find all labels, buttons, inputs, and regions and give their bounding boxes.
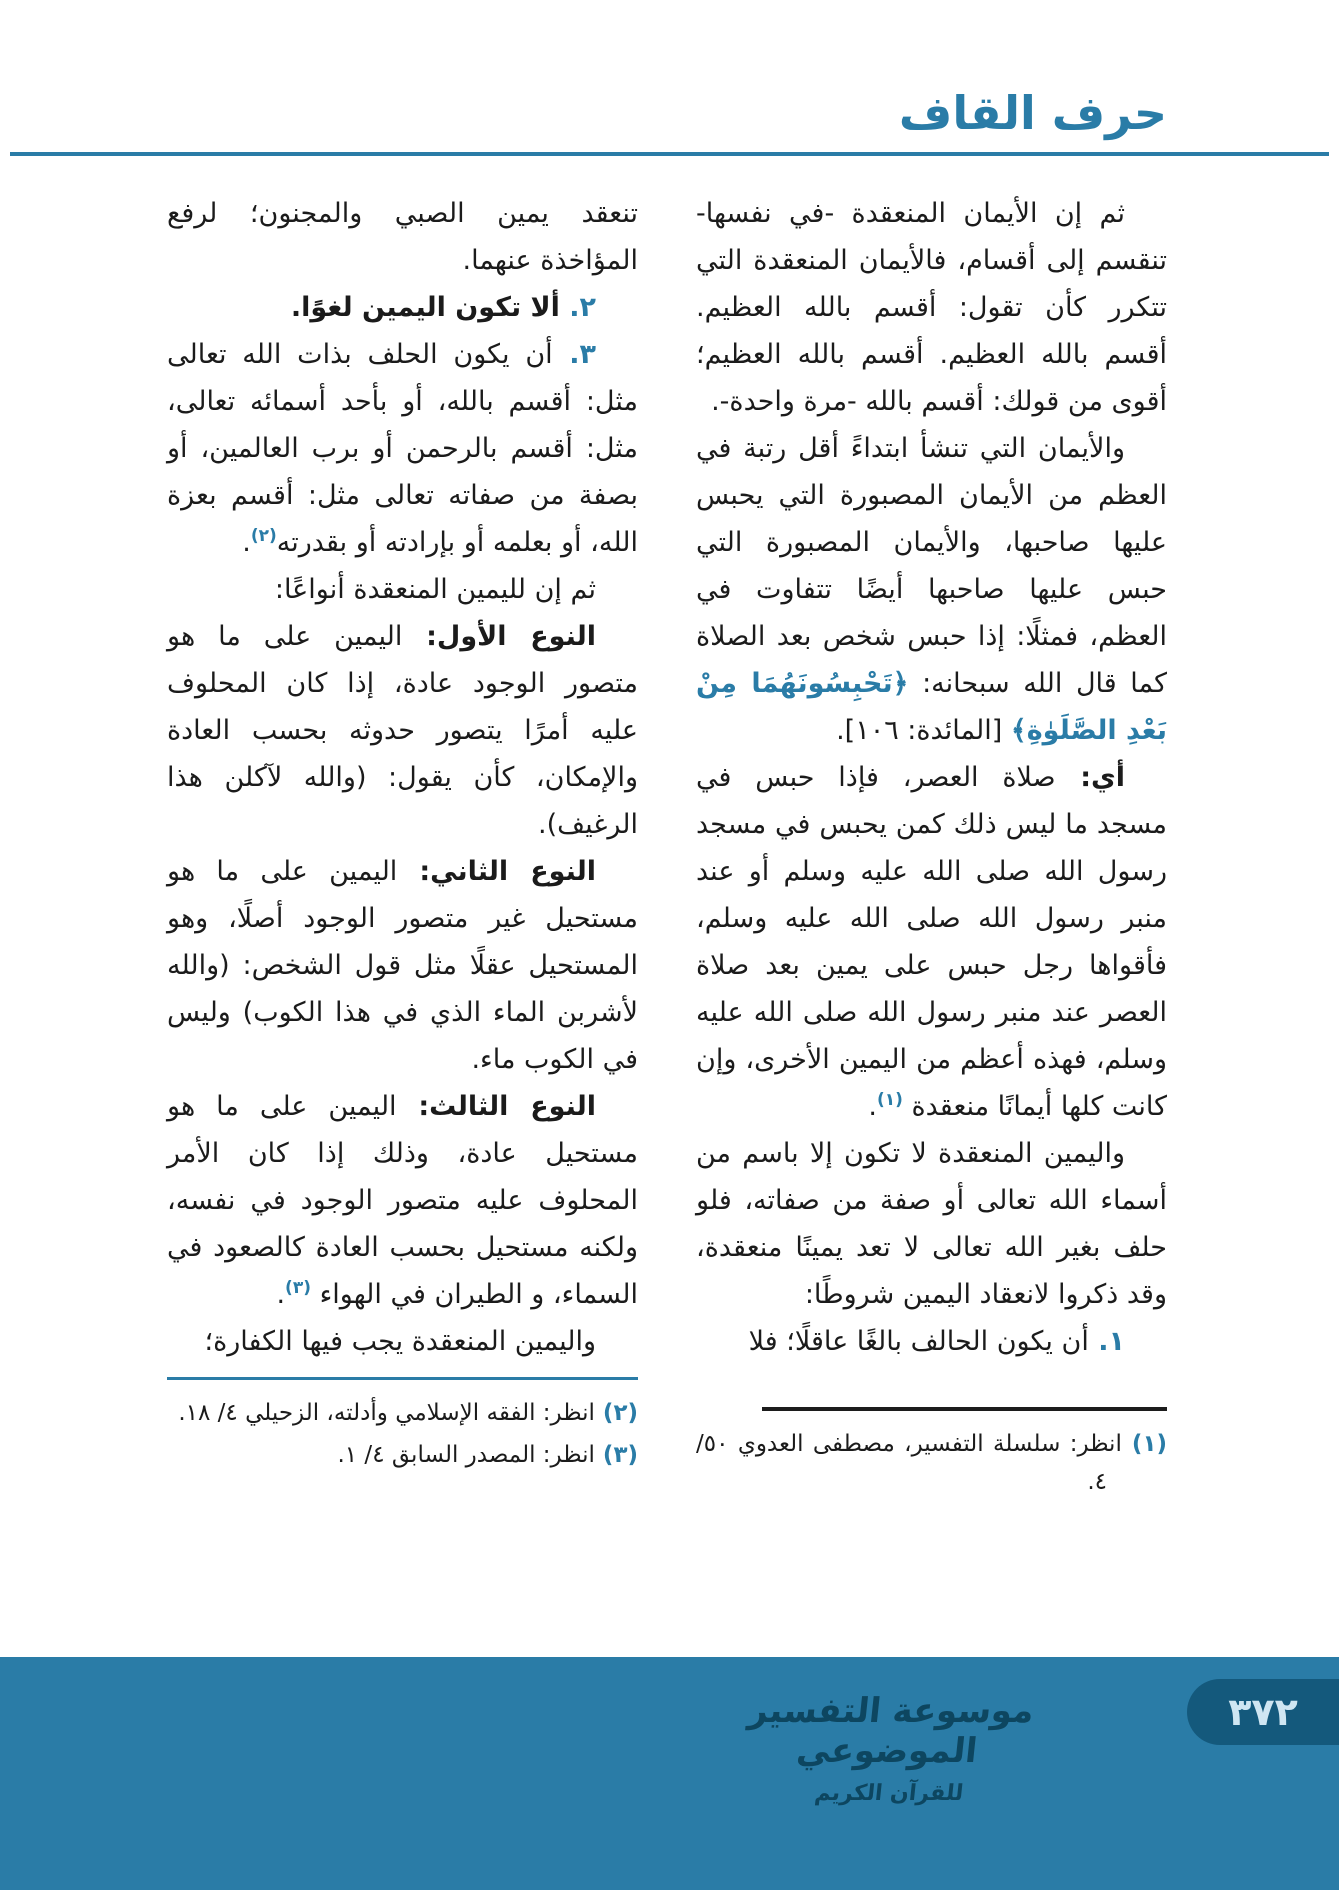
chapter-heading: حرف القاف bbox=[898, 86, 1167, 140]
paragraph bbox=[167, 1083, 638, 1318]
footnote-ref: (٢) bbox=[250, 526, 277, 546]
column-right bbox=[696, 190, 1167, 1505]
header-divider bbox=[10, 152, 1329, 156]
paragraph bbox=[167, 613, 638, 848]
footnote-text: انظر: الفقه الإسلامي وأدلته، الزحيلي ٤/ ١٨. bbox=[178, 1400, 595, 1426]
footnote bbox=[696, 1425, 1167, 1501]
text-run: تنعقد يمين الصبي والمجنون؛ لرفع المؤاخذة عنهما. bbox=[167, 198, 638, 276]
list-number: ٣. bbox=[552, 339, 596, 370]
ayah-reference: [المائدة: ١٠٦]. bbox=[836, 715, 1011, 746]
footnote-marker: (١) bbox=[1121, 1431, 1167, 1457]
footnote-ref: (٣) bbox=[285, 1278, 311, 1298]
publisher-logo-subtitle: للقرآن الكريم bbox=[813, 1781, 965, 1806]
footnote-text: انظر: سلسلة التفسير، مصطفى العدوي ٥٠/ ٤. bbox=[696, 1431, 1122, 1495]
footnotes-left bbox=[167, 1394, 638, 1474]
footnote-divider-left bbox=[167, 1377, 638, 1380]
quran-verse: ﴿تَحْبِسُونَهُمَا مِنْ بَعْدِ الصَّلَوٰةِ﴾ bbox=[696, 668, 1167, 746]
text-run: . bbox=[868, 1091, 877, 1122]
publisher-logo bbox=[669, 1691, 1109, 1806]
footnote-text: انظر: المصدر السابق ٤/ ١. bbox=[337, 1442, 595, 1468]
footnote-divider-right bbox=[762, 1407, 1167, 1411]
column-right-body bbox=[696, 190, 1167, 1365]
text-run: اليمين على ما هو مستحيل عادة، وذلك إذا كان الأمر المحلوف عليه متصور الوجود في نفسه، ولكنه مستحيل بحسب العادة كالصعود في السماء، و الطيران في الهواء bbox=[167, 1091, 638, 1310]
type-heading: النوع الثاني: bbox=[397, 856, 596, 887]
type-heading: النوع الأول: bbox=[402, 621, 596, 652]
paragraph bbox=[696, 425, 1167, 754]
column-left-body bbox=[167, 190, 638, 1365]
footnote-marker: (٢) bbox=[594, 1400, 638, 1426]
paragraph bbox=[167, 566, 638, 613]
publisher-logo-title: موسوعة التفسير الموضوعي bbox=[746, 1691, 1036, 1771]
footnote bbox=[167, 1436, 638, 1474]
list-number: ٢. bbox=[559, 292, 596, 323]
paragraph bbox=[167, 331, 638, 566]
text-run: أن يكون الحلف بذات الله تعالى مثل: أقسم بالله، أو بأحد أسمائه تعالى، مثل: أقسم بالرحمن أو برب العالمين، أو بصفة من صفاته تعالى مثل: أقسم بعزة الله، أو بعلمه أو بإرادته أو بقدرته bbox=[167, 339, 638, 558]
text-run: اليمين على ما هو مستحيل غير متصور الوجود أصلًا، وهو المستحيل عقلًا مثل قول الشخص: (والله لأشربن الماء الذي في هذا الكوب) وليس في الكوب ماء. bbox=[167, 856, 638, 1075]
text-run: ثم إن لليمين المنعقدة أنواعًا: bbox=[274, 574, 596, 605]
text-run: ثم إن الأيمان المنعقدة -في نفسها- تنقسم إلى أقسام، فالأيمان المنعقدة التي تتكرر كأن تقول: أقسم بالله العظيم. أقسم بالله العظيم. أقسم بالله العظيم؛ أقوى من قولك: أقسم بالله -مرة واحدة-. bbox=[696, 198, 1167, 417]
text-run: اليمين على ما هو متصور الوجود عادة، إذا كان المحلوف عليه أمرًا يتصور حدوثه بحسب العادة والإمكان، كأن يقول: (والله لآكلن هذا الرغيف). bbox=[167, 621, 638, 840]
text-run: أن يكون الحالف بالغًا عاقلًا؛ فلا bbox=[748, 1326, 1089, 1357]
page-number: ٣٧٢ bbox=[1228, 1690, 1298, 1734]
footnote-ref: (١) bbox=[876, 1090, 903, 1110]
text-run: واليمين المنعقدة لا تكون إلا باسم من أسماء الله تعالى أو صفة من صفاته، فلو حلف بغير الله تعالى لا تعد يمينًا منعقدة، وقد ذكروا لانعقاد اليمين شروطًا: bbox=[696, 1138, 1167, 1310]
text-run: ألا تكون اليمين لغوًا. bbox=[290, 292, 560, 323]
page-content bbox=[167, 190, 1167, 1505]
text-run: . bbox=[276, 1279, 286, 1310]
text-run: واليمين المنعقدة يجب فيها الكفارة؛ bbox=[204, 1326, 596, 1357]
list-number: ١. bbox=[1088, 1326, 1125, 1357]
paragraph bbox=[696, 1130, 1167, 1318]
column-left bbox=[167, 190, 638, 1478]
footnote-marker: (٣) bbox=[594, 1442, 638, 1468]
footnote bbox=[167, 1394, 638, 1432]
text-run: والأيمان التي تنشأ ابتداءً أقل رتبة في العظم من الأيمان المصبورة التي يحبس عليها صاحبها، والأيمان المصبورة التي حبس عليها صاحبها أيضًا تتفاوت في العظم، فمثلًا: إذا حبس شخص بعد الصلاة كما قال الله سبحانه: bbox=[696, 433, 1167, 699]
text-run: . bbox=[242, 527, 251, 558]
text-run: أي: bbox=[1055, 762, 1125, 793]
paragraph bbox=[167, 284, 638, 331]
paragraph bbox=[167, 848, 638, 1083]
footnotes-right bbox=[696, 1425, 1167, 1501]
footer-band bbox=[0, 1657, 1339, 1890]
paragraph bbox=[696, 1318, 1167, 1365]
paragraph bbox=[167, 1318, 638, 1365]
page-number-badge bbox=[1187, 1679, 1339, 1745]
paragraph bbox=[167, 190, 638, 284]
type-heading: النوع الثالث: bbox=[396, 1091, 596, 1122]
paragraph bbox=[696, 754, 1167, 1130]
text-run: صلاة العصر، فإذا حبس في مسجد ما ليس ذلك كمن يحبس في مسجد رسول الله صلى الله عليه وسلم أو عند منبر رسول الله صلى الله عليه وسلم، فأقواها رجل حبس على يمين بعد صلاة العصر عند منبر رسول الله صلى الله عليه وسلم، فهذه أعظم من اليمين الأخرى، وإن كانت كلها أيمانًا منعقدة bbox=[696, 762, 1167, 1122]
paragraph bbox=[696, 190, 1167, 425]
